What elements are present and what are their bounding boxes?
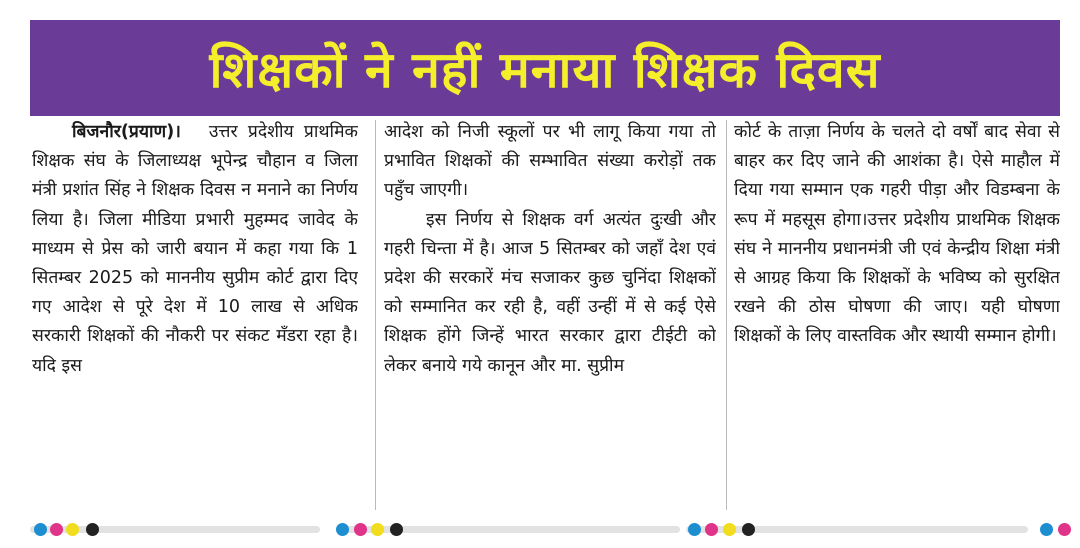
print-registration-bar (0, 520, 1080, 538)
article-body (32, 118, 1060, 514)
column-3-paragraph: कोर्ट के ताज़ा निर्णय के चलते दो वर्षों बाद सेवा से बाहर कर दिए जाने की आशंका है। ऐसे माहौल में दिया गया सम्मान एक गहरी पीड़ा और विडम्बना के रूप में महसूस होगा।उत्तर प्रदेशीय प्राथमिक शिक्षक संघ ने माननीय प्रधानमंत्री जी एवं केन्द्रीय शिक्षा मंत्री से आग्रह किया कि शिक्षकों के भविष्य को सुरक्षित रखने की ठोस घोषणा की जाए। यही घोषणा शिक्षकों के लिए वास्तविक और स्थायी सम्मान होगी। (734, 122, 1060, 347)
column-1-text: उत्तर प्रदेशीय प्राथमिक शिक्षक संघ के जिलाध्यक्ष भूपेन्द्र चौहान व जिला मंत्री प्रशांत सिंह ने शिक्षक दिवस न मनाने का निर्णय लिया है। जिला मीडिया प्रभारी मुहम्मद जावेद के माध्यम से प्रेस को जारी बयान में कहा गया कि 1 सितम्बर 2025 को माननीय सुप्रीम कोर्ट द्वारा दिए गए आदेश से पूरे देश में 10 लाख से अधिक सरकारी शिक्षकों की नौकरी पर संकट मँडरा रहा है। यदि इस (32, 122, 358, 376)
headline-title: शिक्षकों ने नहीं मनाया शिक्षक दिवस (209, 41, 881, 99)
registration-dot-yellow (723, 523, 736, 536)
registration-dot-yellow (371, 523, 384, 536)
article-column-2 (384, 118, 716, 514)
registration-strip (336, 526, 680, 533)
registration-dot-magenta (354, 523, 367, 536)
column-1-paragraph (32, 118, 358, 381)
registration-dot-magenta (705, 523, 718, 536)
dateline: बिजनौर(प्रयाण)। (72, 122, 181, 142)
registration-dot-yellow (66, 523, 79, 536)
registration-dot-cyan (34, 523, 47, 536)
registration-dot-black (742, 523, 755, 536)
article-column-1 (32, 118, 358, 514)
column-2-paragraph-2: इस निर्णय से शिक्षक वर्ग अत्यंत दुःखी और गहरी चिन्ता में है। आज 5 सितम्बर को जहाँ देश एवं प्रदेश की सरकारें मंच सजाकर कुछ चुनिंदा शिक्षकों को सम्मानित कर रही है, वहीं उन्हीं में से कई ऐसे शिक्षक होंगे जिन्हें भारत सरकार द्वारा टीईटी को लेकर बनाये गये कानून और मा. सुप्रीम (384, 209, 716, 376)
column-divider (726, 120, 727, 510)
registration-dot-cyan (688, 523, 701, 536)
registration-strip (686, 526, 1028, 533)
headline-banner (30, 20, 1060, 116)
article-column-3 (734, 118, 1060, 514)
registration-dot-black (86, 523, 99, 536)
column-2-paragraph-1: आदेश को निजी स्कूलों पर भी लागू किया गया तो प्रभावित शिक्षकों की सम्भावित संख्या करोड़ों तक पहुँच जाएगी। (384, 122, 716, 201)
registration-dot-magenta (50, 523, 63, 536)
registration-dot-magenta (1058, 523, 1071, 536)
column-divider (375, 120, 376, 510)
registration-dot-black (390, 523, 403, 536)
registration-dot-cyan (336, 523, 349, 536)
registration-dot-cyan (1040, 523, 1053, 536)
